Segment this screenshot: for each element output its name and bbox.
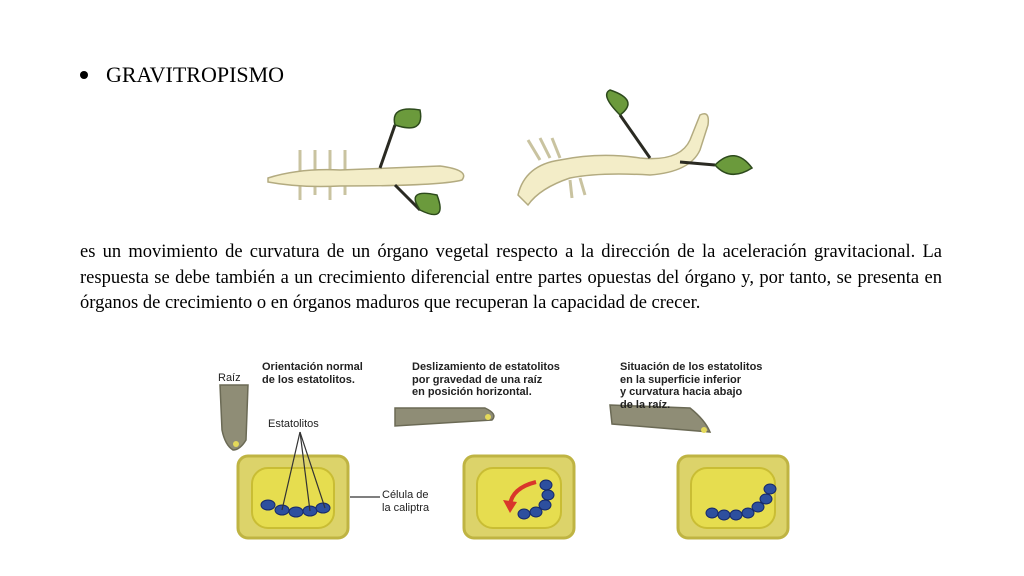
cell-panel-1 (238, 456, 348, 538)
cell-panel-2 (464, 456, 574, 538)
label-estatolitos: Estatolitos (268, 418, 319, 430)
label-panel-3: Situación de los estatolitos en la superficie inferior y curvatura hacia abajo de la raíz. (620, 361, 763, 411)
label-celula: Célula de la caliptra (382, 489, 430, 514)
root-tip-horizontal (395, 408, 494, 426)
root-tip-vertical (220, 385, 248, 450)
label-panel-1: Orientación normal de los estatolitos. (262, 361, 363, 386)
description-paragraph: es un movimiento de curvatura de un órgano vegetal respecto a la dirección de la aceleración gravitacional. La respuesta se debe también a un crecimiento diferencial entre partes opuestas del órgano y, por tanto, se presenta en órganos de crecimiento o en órganos maduros que recuperan la capacidad de crecer. (80, 242, 942, 313)
label-panel-2: Deslizamiento de estatolitos por gravedad de una raíz en posición horizontal. (412, 361, 560, 398)
slide-title: GRAVITROPISMO (106, 62, 285, 87)
label-raiz: Raíz (218, 372, 241, 384)
